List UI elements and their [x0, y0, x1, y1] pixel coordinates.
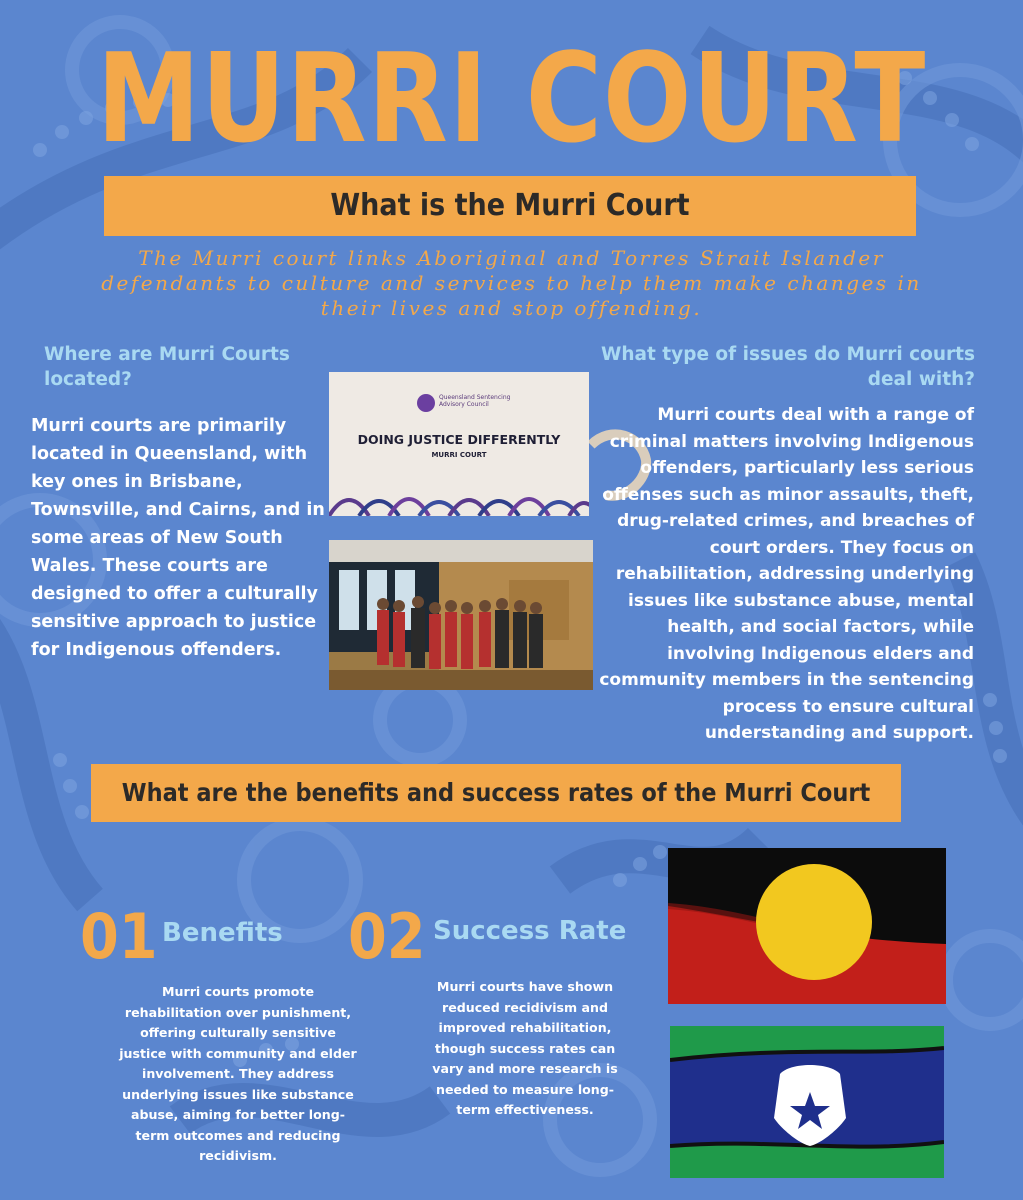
location-answer-text: Murri courts are primarily located in Queensland, with key ones in Brisbane, Townsville, and Cairns, and in some areas of New South Wales. These courts are designed to offer a culturally sensitive approach to justice for Indigenous offenders. — [31, 416, 325, 660]
torres-strait-islander-flag-icon — [670, 1026, 944, 1178]
success-rate-text: Murri courts have shown reduced recidivism and improved rehabilitation, though success rates can vary and more research is needed to measure long-term effectiveness. — [432, 979, 618, 1117]
issues-question-heading: What type of issues do Murri courts deal with? — [600, 344, 975, 390]
section-banner-benefits: What are the benefits and success rates of the Murri Court — [91, 764, 901, 822]
poster-heading: DOING JUSTICE DIFFERENTLY — [357, 432, 561, 447]
section-banner-what-is: What is the Murri Court — [104, 176, 916, 236]
intro-text: The Murri court links Aboriginal and Torres Strait Islander defendants to culture and services to help them make changes in their lives and stop offending. — [101, 246, 922, 320]
location-question-heading: Where are Murri Courts located? — [44, 344, 290, 390]
issues-answer-text: Murri courts deal with a range of criminal matters involving Indigenous offenders, particularly less serious offenses such as minor assaults, theft, drug-related crimes, and breaches of court orders. They focus on rehabilitation, addressing underlying issues like substance abuse, mental health, and social factors, while involving Indigenous elders and community members in the sentencing process to ensure cultural understanding and support. — [599, 405, 974, 743]
benefits-heading: Benefits — [162, 918, 283, 948]
council-name: Queensland Sentencing Advisory Council — [439, 394, 511, 408]
indigenous-pattern-icon — [329, 480, 589, 516]
courtroom-group-photo — [329, 540, 593, 690]
benefits-text: Murri courts promote rehabilitation over punishment, offering culturally sensitive justice with community and elder involvement. They address underlying issues like substance abuse, aiming for better long-term outcomes and reducing recidivism. — [119, 984, 357, 1163]
item-number-01: 01 — [80, 900, 158, 973]
poster-subheading: MURRI COURT — [431, 451, 487, 459]
council-logo-icon — [417, 394, 435, 412]
doing-justice-differently-image — [329, 372, 589, 516]
aboriginal-flag-icon — [668, 848, 946, 1004]
success-rate-heading: Success Rate — [433, 916, 627, 946]
page-title: MURRI COURT — [96, 26, 927, 171]
item-number-02: 02 — [348, 900, 426, 973]
